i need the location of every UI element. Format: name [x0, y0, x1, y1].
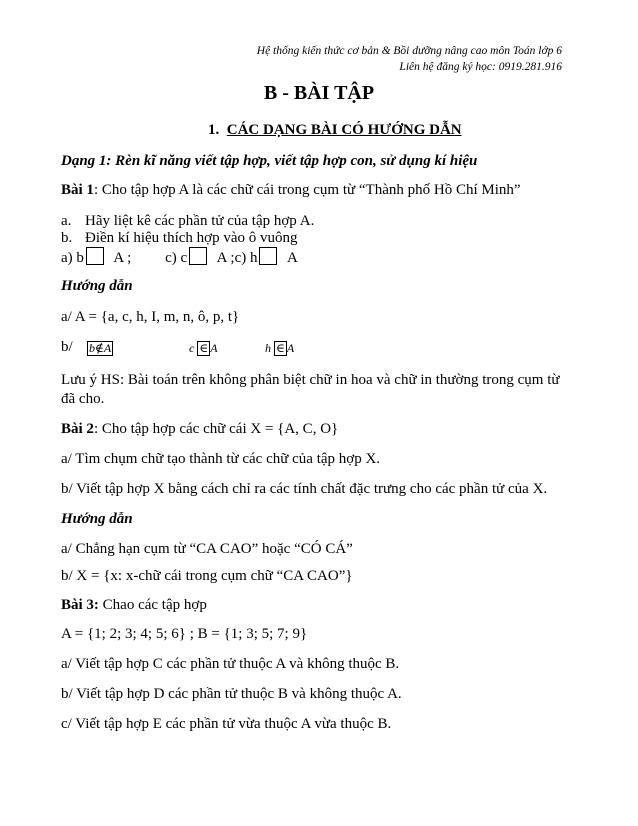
- section-heading: [208, 122, 462, 139]
- expr-2-pre: c: [189, 341, 195, 355]
- bai-3-sets: A = {1; 2; 3; 4; 5; 6} ; B = {1; 3; 5; 7; 9}: [61, 626, 308, 642]
- bai-3-part-c: c/ Viết tập hợp E các phần tử vừa thuộc A vừa thuộc B.: [61, 716, 392, 732]
- answer-b-expr-3: [265, 341, 294, 356]
- expr-3-pre: h: [265, 341, 271, 355]
- bai-3-text: Chao các tập hợp: [98, 597, 207, 613]
- note-line-2: đã cho.: [61, 391, 105, 407]
- bai-2-answer-b: b/ X = {x: x-chữ cái trong cụm chữ “CA CAO”}: [61, 568, 353, 584]
- expr-2-box: ∈: [199, 341, 209, 355]
- bai-1-guide-heading: Hướng dẫn: [61, 278, 133, 294]
- note-line-1: Lưu ý HS: Bài toán trên không phân biệt chữ in hoa và chữ in thường trong cụm từ: [61, 372, 560, 388]
- bai-1-part-b: [61, 230, 298, 247]
- fill-c: c) c: [165, 250, 188, 266]
- expr-3-box: ∈: [276, 341, 285, 355]
- page-title: B - BÀI TẬP: [263, 82, 375, 104]
- expr-2-post: A: [210, 341, 218, 355]
- bai-1-part-a: [61, 213, 315, 230]
- bai-1-a-text: Hãy liệt kê các phần tử của tập hợp A.: [85, 213, 315, 229]
- bai-1-answer-a: a/ A = {a, c, h, I, m, n, ô, p, t}: [61, 309, 240, 325]
- bai-1-b-marker: b.: [61, 230, 73, 246]
- fill-a-1: A ;: [113, 250, 132, 266]
- fill-h: A ;c) h: [216, 250, 258, 266]
- section-number: 1.: [208, 122, 220, 138]
- bai-3-question: [61, 597, 207, 614]
- expr-3-post: A: [286, 341, 295, 355]
- answer-b-expr-1: [87, 341, 113, 356]
- header-line-1: Hệ thống kiến thức cơ bản & Bồi dưỡng nâng cao môn Toán lớp 6: [256, 45, 562, 57]
- bai-2-part-b: b/ Viết tập hợp X bằng cách chỉ ra các tính chất đặc trưng cho các phần tử của X.: [61, 481, 548, 497]
- section-label: CÁC DẠNG BÀI CÓ HƯỚNG DẪN: [226, 122, 462, 138]
- bai-2-label: Bài 2: [61, 421, 94, 437]
- bai-2-text: : Cho tập hợp các chữ cái X = {A, C, O}: [93, 421, 339, 437]
- bai-2-part-a: a/ Tìm chụm chữ tạo thành từ các chữ của tập hợp X.: [61, 451, 381, 467]
- bai-1-question: [61, 182, 521, 199]
- bai-1-b-text: Điền kí hiệu thích hợp vào ô vuông: [85, 230, 298, 246]
- answer-b-prefix: b/: [61, 339, 73, 355]
- bai-2-answer-a: a/ Chẳng hạn cụm từ “CA CAO” hoặc “CÓ CÁ”: [61, 541, 353, 557]
- fill-b: a) b: [61, 250, 84, 266]
- bai-1-label: Bài 1: [61, 182, 94, 198]
- answer-box-1[interactable]: [86, 247, 104, 265]
- bai-3-part-b: b/ Viết tập hợp D các phần tử thuộc B và không thuộc A.: [61, 686, 402, 702]
- bai-3-label: Bài 3:: [61, 597, 99, 613]
- expr-1-box: b∉A: [89, 341, 112, 355]
- bai-3-part-a: a/ Viết tập hợp C các phần tử thuộc A và không thuộc B.: [61, 656, 400, 672]
- fill-a-3: A: [286, 250, 298, 266]
- bai-1-fill-row: [61, 247, 298, 267]
- dang-1-heading: Dạng 1: Rèn kĩ năng viết tập hợp, viết tập hợp con, sử dụng kí hiệu: [61, 153, 478, 169]
- bai-1-answer-b: [61, 339, 295, 356]
- answer-b-expr-2: [189, 341, 218, 356]
- bai-2-question: [61, 421, 338, 438]
- bai-1-a-marker: a.: [61, 213, 72, 229]
- bai-2-guide-heading: Hướng dẫn: [61, 511, 133, 527]
- answer-box-3[interactable]: [259, 247, 277, 265]
- header-line-2: Liên hệ đăng ký học: 0919.281.916: [399, 61, 562, 73]
- answer-box-2[interactable]: [189, 247, 207, 265]
- bai-1-text: : Cho tập hợp A là các chữ cái trong cụm từ “Thành phố Hồ Chí Minh”: [93, 182, 521, 198]
